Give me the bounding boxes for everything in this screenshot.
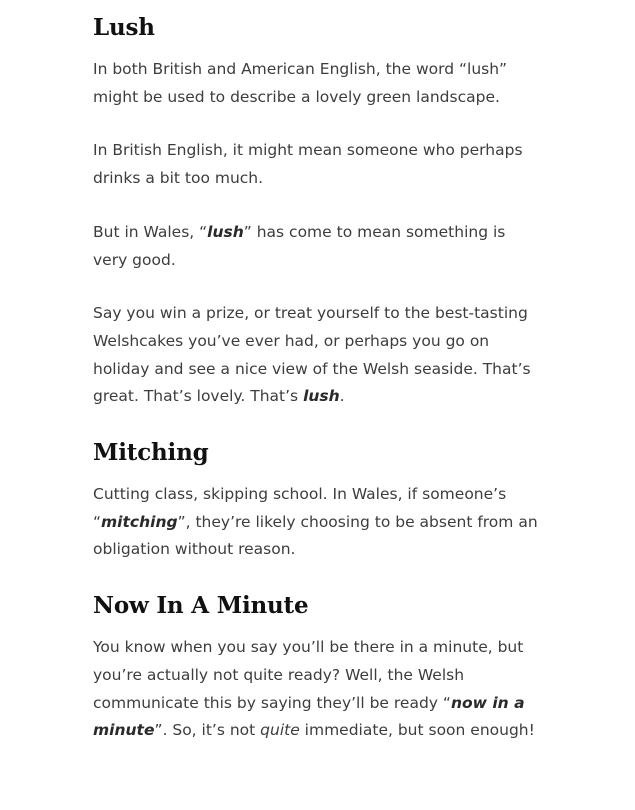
text-run: ” has come to mean something is very good.: [93, 222, 506, 269]
emphasized-term: lush: [207, 222, 244, 241]
section-heading: Now In A Minute: [93, 592, 309, 620]
paragraph: [93, 634, 543, 745]
section-mitching: [93, 435, 543, 564]
paragraph: [93, 219, 543, 274]
text-run: You know when you say you’ll be there in a minute, but you’re actually not quite ready? Well, the Welsh communicate this by saying they’ll be ready “: [93, 638, 524, 712]
text-run: ”, they’re likely choosing to be absent from an obligation without reason.: [93, 512, 538, 559]
text-run: Say you win a prize, or treat yourself to the best-tasting Welshcakes you’ve ever had, or perhaps you go on holiday and see a nice view of the Welsh seaside. That’s great. That’s lovely. That’s: [93, 304, 531, 406]
text-run: ”. So, it’s not: [154, 721, 261, 740]
text-run: immediate, but soon enough!: [299, 721, 535, 740]
emphasized-term: mitching: [101, 512, 178, 531]
article-body: [93, 10, 543, 745]
section-heading: Mitching: [93, 439, 209, 467]
paragraph: [93, 481, 543, 564]
section-heading: Lush: [93, 14, 155, 41]
paragraph: In both British and American English, the word “lush” might be used to describe a lovely green landscape.: [93, 60, 508, 106]
paragraph: In British English, it might mean someone who perhaps drinks a bit too much.: [93, 141, 523, 188]
section-lush: [93, 10, 543, 411]
emphasized-term: lush: [303, 387, 340, 406]
text-run: But in Wales, “: [93, 222, 208, 241]
italic-word: quite: [260, 721, 300, 740]
emphasized-term: now in a minute: [93, 693, 525, 740]
text-run: .: [339, 387, 345, 406]
text-run: Cutting class, skipping school. In Wales, if someone’s “: [93, 485, 507, 531]
paragraph: [93, 300, 543, 411]
section-now-in-a-minute: [93, 588, 543, 745]
